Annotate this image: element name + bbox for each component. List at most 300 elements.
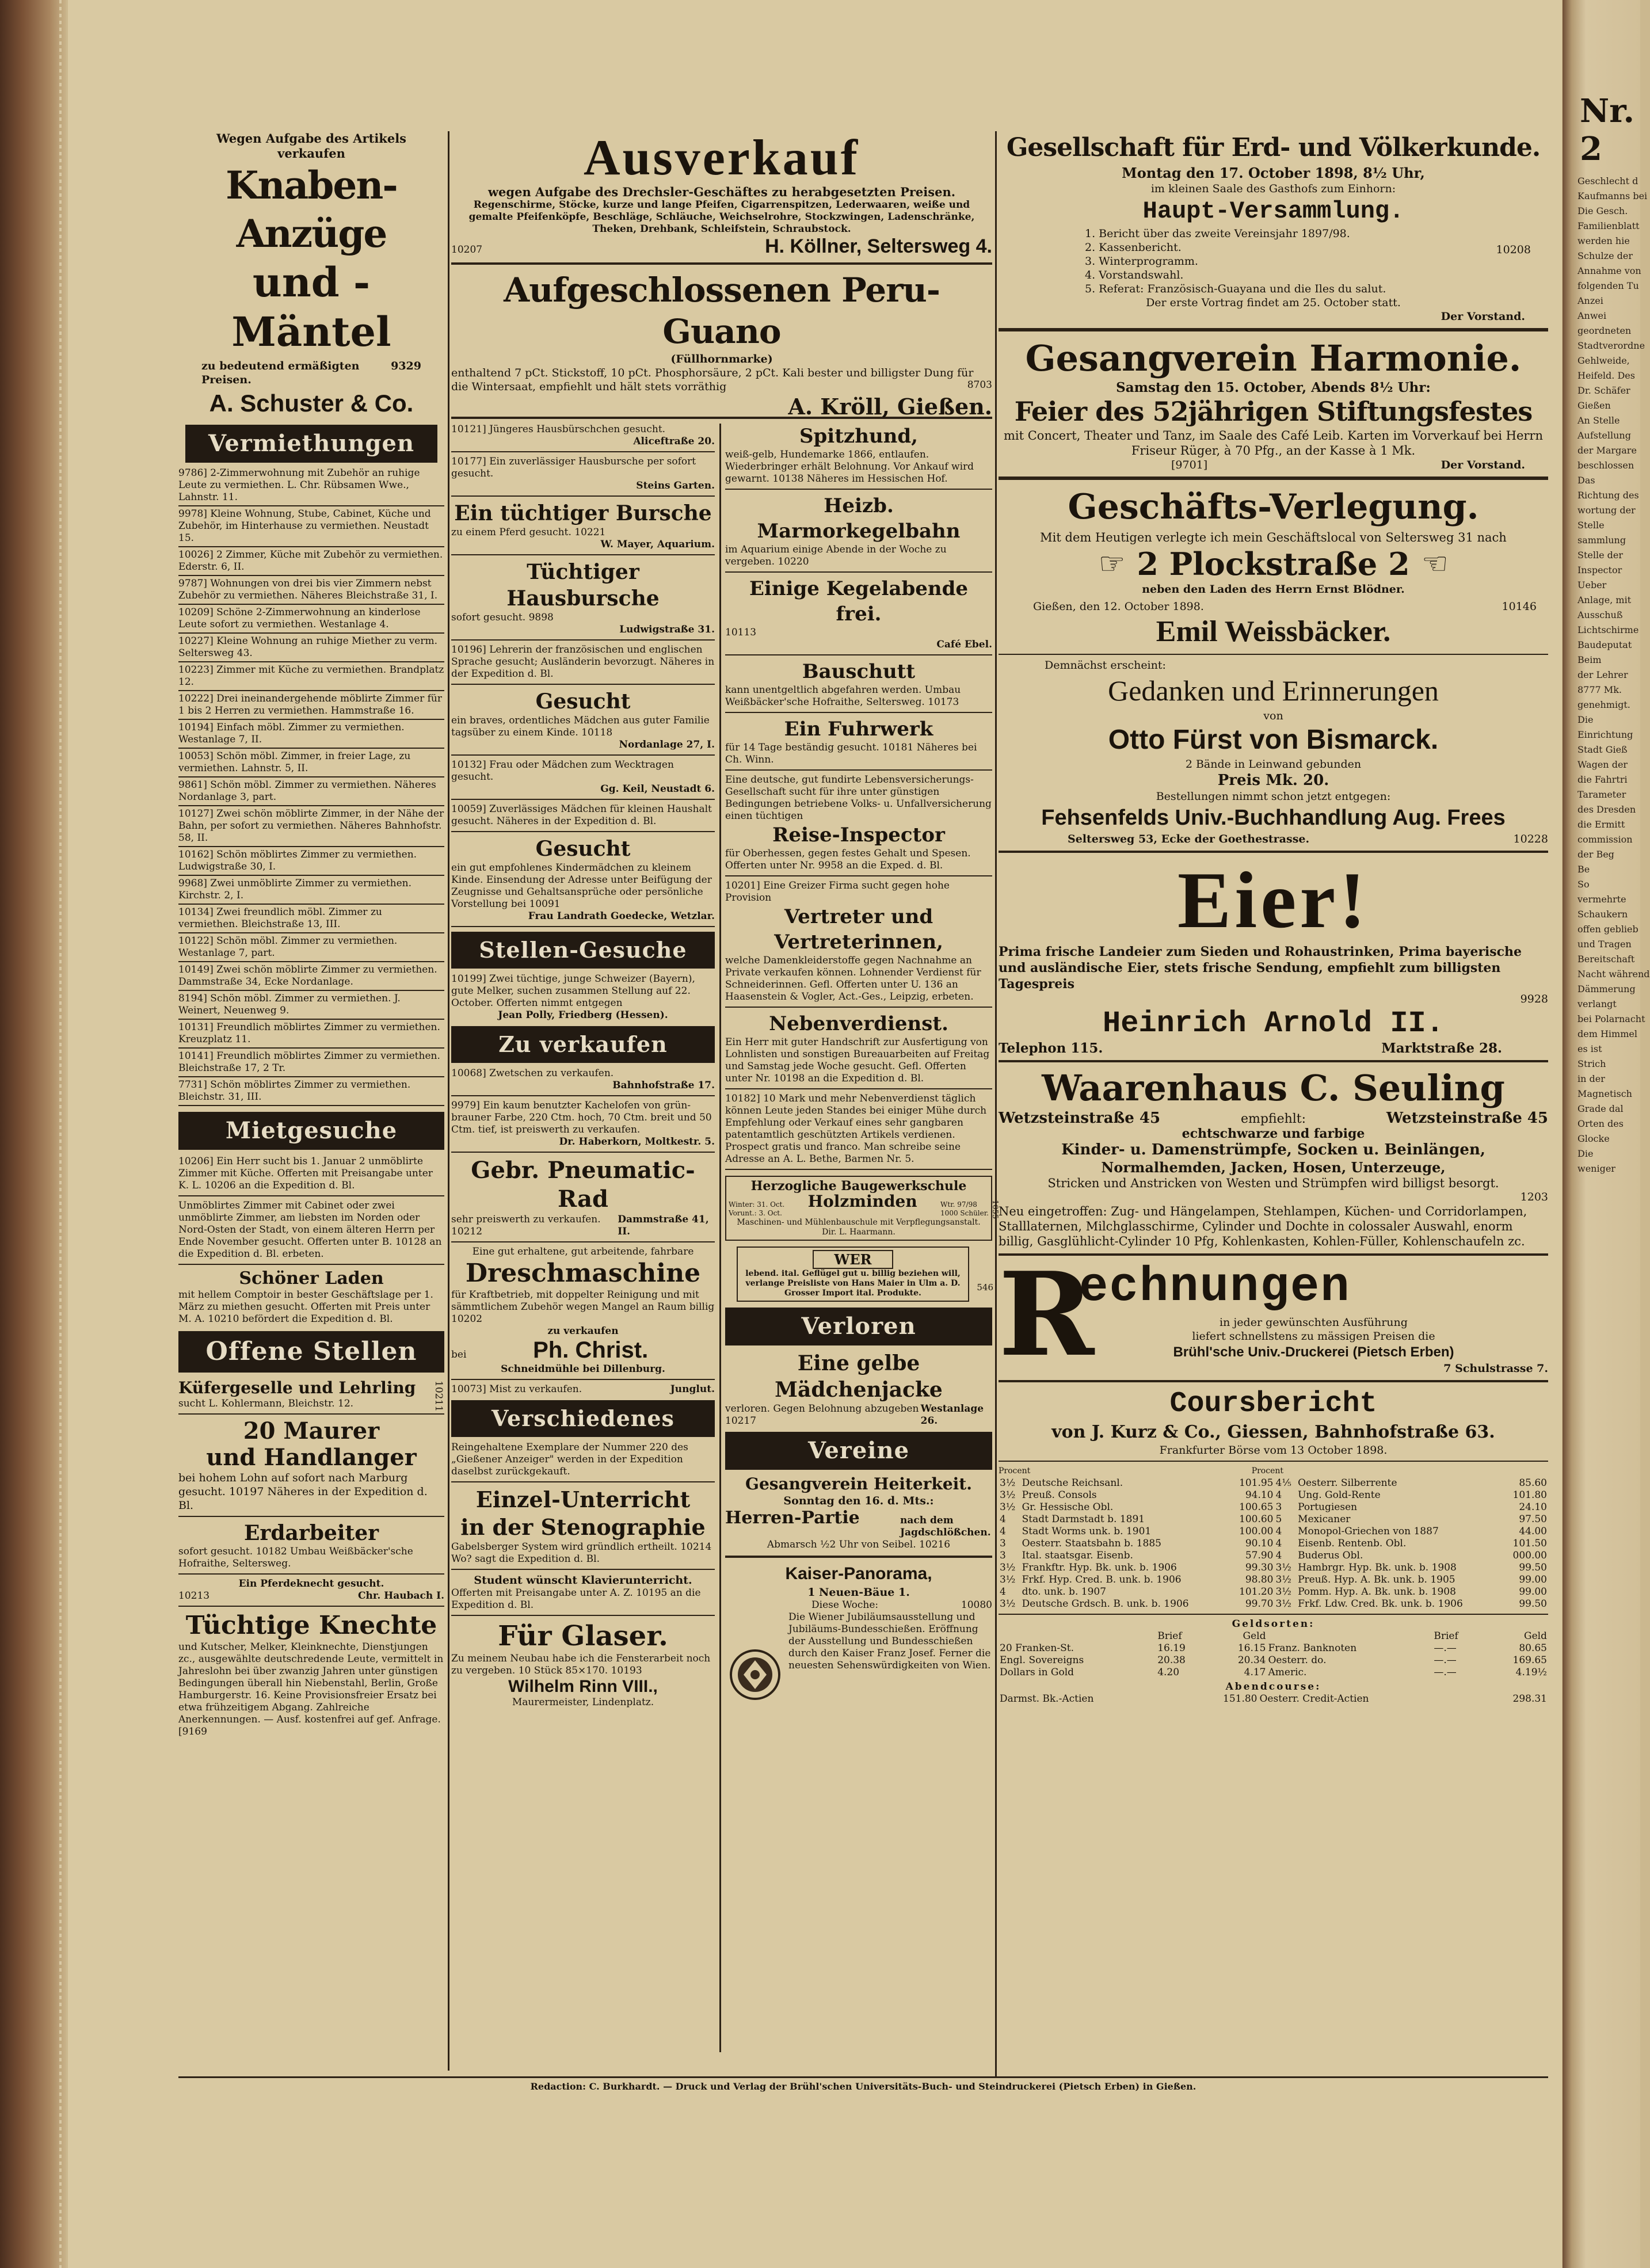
table-row [999,1655,1548,1667]
next-page-line: Stadt Gieß [1577,744,1628,755]
rental-divider [178,661,444,662]
next-page-line: Dr. Schäfer [1577,385,1630,396]
wer-ad: WER lebend. ital. Geflügel gut u. billig beziehen will, verlange Preisliste von Hans Maier in Ulm a. D. Grosser Import ital. Produkte. 546 [737,1247,969,1302]
rental-divider [178,875,444,876]
erdkunde-agenda-item: 5. Referat: Französisch-Guayana und die Iles du salut. [1085,283,1386,295]
table-cell: 3 [1000,1550,1006,1561]
band-verloren: Verloren [725,1308,992,1345]
gesucht-divider [451,684,715,685]
guano-number: 8703 [967,379,992,391]
ausverkauf-sub: wegen Aufgabe des Drechsler-Geschäftes zu herabgesetzten Preisen. [487,185,956,199]
ausverkauf-footer: 10207 H. Köllner, Seltersweg 4. [451,235,992,257]
table-cell: Mexicaner [1298,1514,1351,1525]
gesucht-divider [451,451,715,452]
table-cell: Geld [1243,1630,1266,1642]
gesucht-text: 10121] Jüngeres Hausbürschchen gesucht. [451,424,666,435]
table-cell: 3 [1000,1538,1006,1549]
table-cell: 24.10 [1519,1501,1547,1513]
glaser-name: Wilhelm Rinn VIII., [508,1677,658,1696]
knaben-title-1: Knaben-Anzüge [226,163,397,256]
table-cell: 4 [1000,1586,1006,1598]
table-cell: —.— [1434,1642,1457,1654]
erdkunde-versammlung: Haupt-Versammlung. [1142,197,1404,225]
erdkunde-heading: Gesellschaft für Erd- und Völkerkunde. [1006,133,1541,162]
table-cell: 3½ [1000,1574,1016,1585]
next-page-line: Anlage, mit [1577,594,1632,605]
verlegung-address-line: ☞ 2 Plockstraße 2 ☞ [1098,546,1449,582]
medal-icon [725,1634,785,1715]
knaben-intro: Wegen Aufgabe des Artikels verkaufen [216,131,407,161]
ausverkauf-text: Regenschirme, Stöcke, kurze und lange Pfeifen, Cigarrenspitzen, Lederwaaren, weiße und gemalte Pfeifenköpfe, Beschläge, Schläuche, Weichselrohre, Stockzwingen, Ladenschränke, Theken, Drehbank, Schleifstein, Schraubstock. [468,199,975,235]
dresch-firm-line: bei Ph. Christ. [451,1337,649,1363]
rental-divider [178,632,444,634]
rental-divider [178,690,444,691]
gesucht-text: sofort gesucht. 9898 [451,612,554,623]
harmonie-date: Samstag den 15. October, Abends 8½ Uhr: [1116,380,1431,395]
eier-number: 9928 [1520,993,1548,1005]
rental-ad: 10162] Schön möblirtes Zimmer zu vermiethen. Ludwigstraße 30, I. [178,849,417,872]
eier-name: Heinrich Arnold II. [1103,1007,1444,1040]
maurer-text: bei hohem Lohn auf sofort nach Marburg gesucht. 10197 Näheres in der Expedition d. Bl. [178,1472,428,1512]
table-row [999,1538,1548,1550]
seuling-t2: Kinder- u. Damenstrümpfe, Socken u. Beinlängen, [1061,1141,1485,1158]
laden-text: mit hellem Comptoir in bester Geschäftslage per 1. März zu miethen gesucht. Offerten mit Preis unter M. A. 10210 befördert die Expedition d. Bl. [178,1289,433,1325]
verkaufen-divider [451,1095,715,1096]
table-cell: Americ. [1268,1667,1307,1678]
miet-ad-1: 10206] Ein Herr sucht bis 1. Januar 2 unmöblirte Zimmer mit Küche. Offerten mit Preisangabe unter K. L. 10206 an die Expedition d. Bl. [178,1156,433,1191]
table-cell: Franz. Banknoten [1268,1642,1357,1654]
table-cell: Deutsche Reichsanl. [1022,1477,1123,1489]
rental-ad: 10223] Zimmer mit Küche zu vermiethen. Brandplatz 12. [178,664,444,688]
rental-divider [178,961,444,962]
harmonie-heading: Gesangverein Harmonie. [1025,337,1522,379]
table-cell: Portugiesen [1298,1501,1358,1513]
next-page-line: Schaukern [1577,909,1628,920]
table-cell [999,1630,1156,1642]
band-vermiethungen: Vermiethungen [185,425,437,463]
table-cell: 44.00 [1519,1526,1547,1537]
next-page-line: Die Gesch. [1577,205,1628,216]
table-cell: 20 Franken-St. [1000,1642,1074,1654]
laden-heading: Schöner Laden [239,1268,384,1289]
bismarck-address: Seltersweg 53, Ecke der Goethestrasse. 10228 [1068,833,1548,845]
table-row [999,1477,1548,1489]
misc-text: Eine deutsche, gut fundirte Lebensversicherungs-Gesellschaft sucht für ihre unter günstigen Bedingungen betriebene Volks- u. Unfallversicherung einen tüchtigen [725,774,992,822]
gesucht-name: Nordanlage 27, I. [619,739,715,750]
misc-divider [725,712,992,713]
dresch-ort: Schneidmühle bei Dillenburg. [501,1363,665,1375]
table-cell: 99.50 [1519,1562,1547,1573]
kuefer-number: 10211 [433,1381,444,1412]
table-row [999,1667,1548,1679]
gesucht-text: 10132] Frau oder Mädchen zum Wecktragen gesucht. [451,759,674,783]
bismarck-bande: 2 Bände in Leinwand gebunden [1185,758,1362,771]
next-page-line: Schulze der [1577,250,1633,261]
next-page-line: Richtung des [1577,490,1639,501]
rental-ad: 9978] Kleine Wohnung, Stube, Cabinet, Küche und Zubehör, im Hinterhause zu vermiethen. Neustadt 15. [178,508,431,544]
gesucht-divider [451,754,715,756]
harmonie-footer: [9701] Der Vorstand. [1171,459,1525,471]
klavier-text: Offerten mit Preisangabe unter A. Z. 10195 an die Expedition d. Bl. [451,1587,701,1611]
ausverkauf-heading: Ausverkauf [583,130,860,186]
rental-ad: 7731] Schön möblirtes Zimmer zu vermiethen. Bleichstr. 31, III. [178,1079,411,1103]
bismarck-firm: Fehsenfelds Univ.-Buchhandlung Aug. Frees [1041,806,1506,830]
glaser-text: Zu meinem Neubau habe ich die Fensterarbeit noch zu vergeben. 10 Stück 85×170. 10193 [451,1653,711,1676]
table-cell: 298.31 [1512,1693,1547,1705]
table-cell: Ital. staatsgar. Eisenb. [1022,1550,1133,1561]
gesucht-name: Steins Garten. [636,480,715,491]
table-cell: 3½ [1275,1562,1291,1573]
misc-heading: Nebenverdienst. [769,1012,948,1035]
next-page-line: So [1577,879,1590,890]
gesucht-text: 10177] Ein zuverlässiger Hausbursche per sofort gesucht. [451,456,696,479]
verlegung-heading: Geschäfts-Verlegung. [1068,487,1479,527]
gesucht-heading: Tüchtiger Hausbursche [506,560,660,611]
gesucht-divider [451,831,715,832]
gesucht-name: Aliceftraße 20. [633,436,715,447]
dresch-intro: Eine gut erhaltene, gut arbeitende, fahrbare [472,1246,694,1257]
kaiser-street: 1 Neuen-Bäue 1. [807,1586,910,1599]
table-cell: Ung. Gold-Rente [1298,1489,1381,1501]
misc-heading: Spitzhund, [799,425,919,448]
next-page-line: Geschlecht d [1577,176,1638,186]
table-cell: 3½ [1000,1501,1016,1513]
table-cell: Oesterr. do. [1268,1655,1327,1666]
verkaufen-text: 10068] Zwetschen zu verkaufen. [451,1068,614,1079]
bismarck-name: Otto Fürst von Bismarck. [1108,725,1439,755]
rental-divider [178,1076,444,1077]
kuefer-heading: Küfergeselle und Lehrling [178,1378,416,1397]
next-page-line: Familienblatt [1577,220,1640,231]
pferd-line: 10213 Chr. Haubach I. [178,1590,444,1602]
einzel-heading-2: in der Stenographie [460,1514,706,1540]
table-cell: 98.80 [1245,1574,1274,1585]
rental-divider [178,575,444,576]
verlegung-name: Emil Weissbäcker. [1156,615,1391,648]
table-cell: 4 [1275,1526,1282,1537]
table-cell: Preuß. Hyp. A. Bk. unk. b. 1905 [1298,1574,1455,1585]
table-cell: 4.20 [1157,1667,1180,1678]
column-2 [451,130,999,2064]
footer-rule [178,2076,1548,2078]
rental-divider [178,546,444,547]
table-cell [1267,1630,1432,1642]
next-page-line: die Fahrtri [1577,774,1628,785]
seuling-address: Wetzsteinstraße 45 empfiehlt: Wetzsteinstraße 45 [999,1110,1548,1127]
misc-divider [725,1169,992,1170]
schuster-firm: A. Schuster & Co. [209,390,414,417]
gesucht-divider [451,926,715,927]
seuling-t3: Normalhemden, Jacken, Hosen, Unterzeuge, [1101,1159,1446,1176]
next-page-line: folgenden Tu [1577,280,1639,291]
misc-divider [725,654,992,655]
erdkunde-agenda-item: 2. Kassenbericht. [1085,241,1182,254]
table-cell: Eisenb. Rentenb. Obl. [1298,1538,1407,1549]
gesucht-name: Frau Landrath Goedecke, Wetzlar. [528,910,715,922]
next-page-line: vermehrte [1577,894,1626,905]
misc-heading: Ein Fuhrwerk [784,718,933,741]
dresch-verkaufen: zu verkaufen [547,1325,619,1337]
rental-ad: 9787] Wohnungen von drei bis vier Zimmern nebst Zubehör zu vermiethen. Näheres Bleichstraße 31, I. [178,578,438,601]
heiterkeit-text: Abmarsch ½2 Uhr von Seibel. 10216 [767,1539,951,1550]
abendcourse-table [999,1693,1548,1705]
seuling-t1: echtschwarze und farbige [1182,1126,1365,1141]
maurer-heading-1: 20 Maurer [243,1417,380,1444]
erdkunde-place: im kleinen Saale des Gasthofs zum Einhorn: [1150,182,1396,195]
coursbericht-firm: von J. Kurz & Co., Giessen, Bahnhofstraße 63. [1051,1422,1495,1442]
misc-divider [725,571,992,573]
misc-text: kann unentgeltlich abgefahren werden. Umbau Weißbäcker'sche Hofraithe, Seltersweg. 10173 [725,684,961,708]
gesucht-name: Ludwigstraße 31. [619,624,715,635]
next-page-line: Gehlweide, [1577,355,1630,366]
seuling-number: 1203 [1520,1191,1548,1203]
geldsorten-table [999,1630,1548,1679]
geldsorten-heading: Geldsorten: [1232,1618,1315,1630]
next-page-line: beschlossen [1577,460,1634,471]
gesucht-text: 10196] Lehrerin der französischen und englischen Sprache gesucht; Ausländerin bevorzugt. Näheres in der Expedition d. Bl. [451,644,715,680]
erdkunde-agenda: 1. Bericht über das zweite Vereinsjahr 1897/98. 2. Kassenbericht. 3. Winterprogramm. 4. Vorstandswahl. 5. Referat: Französisch-Guayana und die Iles du salut. 10208 [999,227,1548,296]
table-cell: 99.30 [1245,1562,1274,1573]
rental-divider [178,719,444,720]
knechte-heading: Tüchtige Knechte [185,1611,437,1640]
table-cell: 99.00 [1519,1574,1547,1585]
rental-ad: 10127] Zwei schön möblirte Zimmer, in der Nähe der Bahn, per sofort zu vermiethen. Näheres Bahnhofstr. 58, II. [178,808,444,844]
next-page-line: der Lehrer [1577,669,1628,680]
table-cell: Preuß. Consols [1022,1489,1097,1501]
table-cell: 101.80 [1512,1489,1547,1501]
misc-heading: Heizb. Marmorkegelbahn [757,494,961,543]
verlegung-date: Gießen, den 12. October 1898. 10146 [1033,600,1537,613]
rental-divider [178,990,444,991]
rental-ad: 10131] Freundlich möblirtes Zimmer zu vermiethen. Kreuzplatz 11. [178,1021,440,1045]
table-row [999,1630,1548,1642]
next-page-line: Inspector [1577,565,1622,575]
table-cell: 85.60 [1519,1477,1547,1489]
column-2-left [451,424,715,1709]
table-cell: 151.80 [1223,1693,1257,1705]
table-cell: Brief [1434,1630,1458,1642]
table-cell: 5 [1275,1514,1282,1525]
erdkunde-agenda-item: 1. Bericht über das zweite Vereinsjahr 1897/98. [1085,227,1350,240]
rental-ad: 10026] 2 Zimmer, Küche mit Zubehör zu vermiethen. Ederstr. 6, II. [178,549,443,573]
table-cell: 94.10 [1245,1489,1274,1501]
next-page-line: Be [1577,864,1590,875]
column-3 [999,131,1548,1705]
rental-ad: 8194] Schön möbl. Zimmer zu vermiethen. J. Weinert, Neuenweg 9. [178,993,401,1016]
misc-heading: Einige Kegelabende frei. [749,577,969,626]
next-page-line: und Tragen [1577,939,1632,950]
table-cell: 169.65 [1512,1655,1547,1666]
hand-pointing-right-icon: ☞ [1098,547,1126,581]
gesucht-text: 10059] Zuverlässiges Mädchen für kleinen Haushalt gesucht. Näheres in der Expedition d. Bl. [451,803,712,827]
misc-list [725,424,992,1170]
table-cell: Oesterr. Staatsbahn b. 1885 [1022,1538,1161,1549]
table-cell: 20.38 [1157,1655,1186,1666]
next-page-line: sammlung [1577,535,1626,546]
next-page-line: Das [1577,475,1595,486]
column-rule-2 [995,131,997,2076]
heiterkeit-heading: Gesangverein Heiterkeit. [745,1474,972,1493]
next-page-line: in der [1577,1073,1605,1084]
misc-text: 10182] 10 Mark und mehr Nebenverdienst täglich können Leute jeden Standes bei einiger Mühe durch Empfehlung oder Verkauf eines sehr gangbaren patentamtlich geschützten Artikels verdienen. Prospect gratis und franco. Man schreibe seine Adresse an A. L. Bethe, Barmen Nr. 5. [725,1093,987,1165]
gesucht-divider [451,799,715,800]
rental-divider [178,505,444,506]
coursbericht-table [999,1477,1548,1610]
misc-text: für 14 Tage beständig gesucht. 10181 Näheres bei Ch. Winn. [725,742,977,765]
table-cell: 90.10 [1245,1538,1274,1549]
misc-text: für Oberhessen, gegen festes Gehalt und Spesen. Offerten unter Nr. 9958 an die Exped. d. Bl. [725,848,971,871]
next-page-line: An Stelle [1577,415,1620,426]
next-page-line: Baudeputat [1577,639,1632,650]
next-page-line: Grade dal [1577,1103,1624,1114]
next-page-line: Die [1577,1148,1594,1159]
next-page-line: genehmigt. [1577,699,1630,710]
table-cell: 99.70 [1245,1598,1274,1610]
rad-line: sehr preiswerth zu verkaufen. 10212 Dammstraße 41, II. [451,1214,709,1237]
next-page-line: Wagen der [1577,759,1628,770]
next-page-line: Bereitschaft [1577,954,1635,965]
verloren-line: verloren. Gegen Belohnung abzugeben 10217 Westanlage 26. [725,1403,984,1427]
pferd-heading: Ein Pferdeknecht gesucht. [238,1578,384,1589]
glaser-title: Maurermeister, Lindenplatz. [512,1697,654,1708]
erdkunde-date: Montag den 17. October 1898, 8½ Uhr, [1122,165,1425,181]
table-row [999,1514,1548,1526]
stellen-name: Jean Polly, Friedberg (Hessen). [498,1009,668,1021]
table-cell: Stadt Worms unk. b. 1901 [1022,1526,1152,1537]
table-cell: Stadt Darmstadt b. 1891 [1022,1514,1145,1525]
misc-heading: Reise-Inspector [772,824,945,847]
coursbericht-heading: Coursbericht [1169,1388,1377,1420]
glaser-heading: Für Glaser. [498,1620,668,1652]
gesucht-name: W. Mayer, Aquarium. [600,539,715,550]
rental-divider [178,748,444,749]
table-cell: 4 [1275,1489,1282,1501]
table-cell: 4 [1275,1550,1282,1561]
rental-divider [178,932,444,933]
harmonie-feier: Feier des 52jährigen Stiftungsfestes [1014,396,1533,427]
table-row [999,1598,1548,1610]
eier-footer: Telephon 115. Marktstraße 28. [999,1040,1502,1056]
table-cell: 101.50 [1512,1538,1547,1549]
guano-footer: A. Kröll, Gießen. [788,394,992,420]
next-page-line: Magnetisch [1577,1088,1632,1099]
column-1 [178,131,444,1738]
table-cell: 3½ [1275,1574,1291,1585]
table-cell: 100.60 [1239,1514,1274,1525]
verkaufen-divider [451,1152,715,1153]
misc-text: 10201] Eine Greizer Firma sucht gegen hohe Provision [725,880,950,904]
table-row [999,1562,1548,1574]
band-zu-verkaufen: Zu verkaufen [451,1026,715,1063]
table-row [999,1574,1548,1586]
next-page-line: 8777 Mk. [1577,684,1622,695]
next-page-line: Beim [1577,654,1602,665]
misc-divider [725,489,992,490]
next-page-line: Gießen [1577,400,1611,411]
table-row [999,1693,1548,1705]
table-cell: Frankftr. Hyp. Bk. unk. b. 1906 [1022,1562,1177,1573]
next-page-edge [1563,0,1650,2268]
bismarck-heading: Gedanken und Erinnerungen [1108,674,1439,707]
next-page-line: dem Himmel [1577,1028,1637,1039]
next-page-line: offen geblieb [1577,924,1638,935]
kaiser-week: Diese Woche: 10080 [811,1599,992,1611]
klavier-heading: Student wünscht Klavierunterricht. [474,1574,692,1587]
erdarbeiter-text: sofort gesucht. 10182 Umbau Weißbäcker'sche Hofraithe, Seltersweg. [178,1546,413,1569]
next-page-line: Kaufmanns bei [1577,190,1648,201]
table-cell: 16.19 [1157,1642,1186,1654]
erdkunde-agenda-item: 3. Winterprogramm. [1085,255,1198,268]
gesucht-text: ein braves, ordentliches Mädchen aus guter Familie tagsüber zu einem Kinde. 10118 [451,715,710,738]
table-cell: 3½ [1000,1598,1016,1610]
rental-ad: 10149] Zwei schön möblirte Zimmer zu vermiethen. Dammstraße 34, Ecke Nordanlage. [178,964,437,988]
stellen-text: 10199] Zwei tüchtige, junge Schweizer (Bayern), gute Melker, suchen zusammen Stellung auf 22. October. Offerten nimmt entgegen [451,973,695,1009]
table-cell: Geld [1524,1630,1547,1642]
table-cell: 4.19½ [1515,1667,1547,1678]
misc-divider [725,1088,992,1089]
band-stellen-gesuche: Stellen-Gesuche [451,932,715,969]
misc-text: Ein Herr mit guter Handschrift zur Ausfertigung von Lohnlisten und sonstigen Bureauarbeiten auf Freitag und Samstag jede Woche gesucht. Gefl. Offerten unter Nr. 10198 an die Expedition d. Bl. [725,1036,990,1084]
table-cell: 4 [1275,1538,1282,1549]
misc-divider [725,1007,992,1008]
gesucht-divider [451,495,715,497]
table-cell: 3½ [1000,1477,1016,1489]
next-page-line: Tarameter [1577,789,1626,800]
table-cell: 3 [1275,1501,1282,1513]
band-verschiedenes: Verschiedenes [451,1400,715,1437]
table-cell: 101.95 [1239,1477,1274,1489]
verloren-heading: Eine gelbe Mädchenjacke [775,1351,943,1402]
column-rule-1 [448,131,449,2071]
next-page-line: Stelle der [1577,550,1624,561]
einzel-text: Gabelsberger System wird gründlich ertheilt. 10214 Wo? sagt die Expedition d. Bl. [451,1541,712,1565]
next-page-line: wortung der [1577,505,1636,516]
table-cell: 57.90 [1245,1550,1274,1561]
next-page-line: Die [1577,714,1594,725]
eier-heading: Eier! [1177,856,1370,945]
table-cell: Pomm. Hyp. A. Bk. unk. b. 1908 [1298,1586,1456,1598]
rental-divider [178,846,444,847]
rad-heading: Gebr. Pneumatic-Rad [471,1157,695,1213]
table-cell: 20.34 [1237,1655,1266,1666]
next-page-line: der Beg [1577,849,1614,860]
abendcourse-heading: Abendcourse: [1225,1681,1321,1693]
rental-divider [178,1019,444,1020]
bismarck-bestellung: Bestellungen nimmt schon jetzt entgegen: [1156,790,1391,803]
band-vereine: Vereine [725,1432,992,1470]
imprint-footer: Redaction: C. Burkhardt. — Druck und Verlag der Brühl'schen Universitäts-Buch- und Steindruckerei (Pietsch Erben) in Gießen. [530,2081,1196,2092]
table-cell: Dollars in Gold [1000,1667,1074,1678]
table-cell: 4⅕ [1275,1477,1291,1489]
rental-divider [178,604,444,605]
table-cell: Deutsche Grdsch. B. unk. b. 1906 [1022,1598,1189,1610]
gesucht-divider [451,639,715,641]
guano-heading: Aufgeschlossenen Peru-Guano [504,270,940,351]
rental-divider [178,1047,444,1049]
next-page-line: Annahme von [1577,265,1641,276]
misc-divider [725,769,992,771]
harmonie-text: mit Concert, Theater und Tanz, im Saale des Café Leib. Karten im Vorverkauf bei Herrn Friseur Rüger, à 70 Pfg., an der Kasse à 1 Mk. [1004,429,1543,458]
table-row [999,1642,1548,1655]
table-cell: 100.00 [1239,1526,1274,1537]
table-cell: Darmst. Bk.-Actien [1000,1693,1094,1705]
misc-text: weiß-gelb, Hundemarke 1866, entlaufen. Wiederbringer erhält Belohnung. Vor Ankauf wird gewarnt. 10138 Näheres im Hessischen Hof. [725,449,974,485]
next-page-line: Anwei [1577,310,1607,321]
rental-ad: 10222] Drei ineinandergehende möblirte Zimmer für 1 bis 2 Herren zu vermiethen. Hammstraße 16. [178,693,442,716]
table-cell: Hambrgr. Hyp. Bk. unk. b. 1908 [1298,1562,1457,1573]
seuling-heading: Waarenhaus C. Seuling [1042,1067,1505,1109]
next-page-line: es ist [1577,1043,1602,1054]
